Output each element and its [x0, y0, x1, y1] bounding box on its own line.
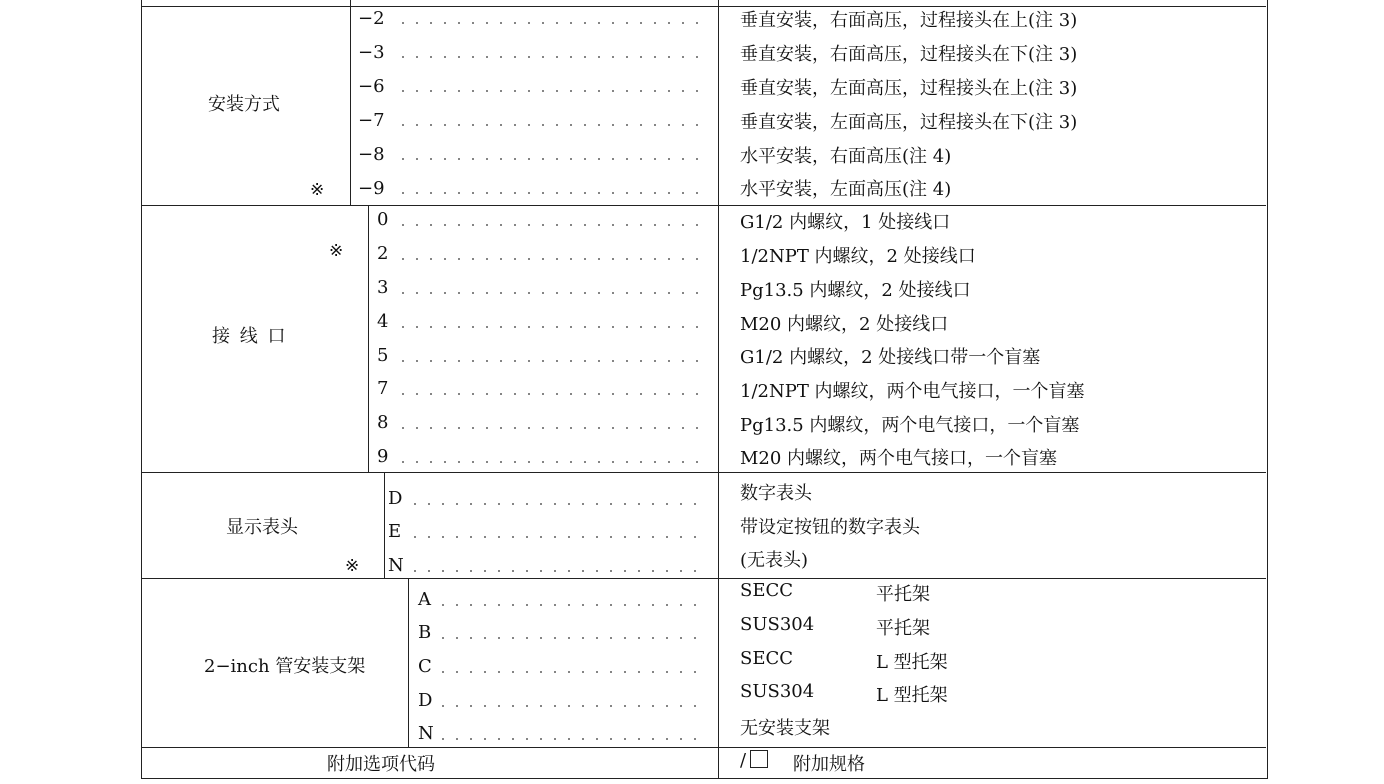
bracket-material: SECC — [740, 648, 794, 669]
bracket-material: SUS304 — [740, 614, 815, 635]
display-desc: (无表头) — [740, 550, 809, 571]
leader-dots — [436, 637, 702, 639]
mounting-code: −3 — [358, 42, 385, 63]
bracket-code: B — [418, 622, 432, 643]
display-default-mark: ※ — [345, 556, 360, 576]
mounting-desc: 垂直安装，右面高压，过程接头在上(注 3) — [740, 10, 1078, 31]
bracket-type: L 型托架 — [876, 652, 948, 673]
leader-dots — [396, 461, 702, 463]
display-code: N — [388, 555, 404, 576]
leader-dots — [396, 393, 702, 395]
bracket-material: 无安装支架 — [740, 718, 830, 739]
leader-dots — [436, 604, 702, 606]
bracket-code: N — [418, 723, 434, 744]
wiring-desc: Pg13.5 内螺纹，两个电气接口，一个盲塞 — [740, 415, 1080, 436]
mounting-desc: 水平安装，右面高压(注 4) — [740, 146, 952, 167]
leader-dots — [396, 326, 702, 328]
display-title: 显示表头 — [226, 517, 298, 538]
options-title: 附加选项代码 — [327, 754, 435, 775]
leader-dots — [436, 671, 702, 673]
mounting-desc: 垂直安装，右面高压，过程接头在下(注 3) — [740, 44, 1078, 65]
leader-dots — [396, 427, 702, 429]
options-code-field — [740, 750, 768, 771]
options-desc: 附加规格 — [793, 754, 865, 775]
wiring-title: 接 线 口 — [212, 326, 288, 347]
mounting-desc: 垂直安装，左面高压，过程接头在下(注 3) — [740, 112, 1078, 133]
wiring-code-line — [368, 205, 369, 472]
wiring-desc: G1/2 内螺纹，1 处接线口 — [740, 212, 951, 233]
wiring-desc: 1/2NPT 内螺纹，两个电气接口，一个盲塞 — [740, 381, 1085, 402]
wiring-code: 9 — [377, 446, 389, 467]
mounting-code: −2 — [358, 8, 385, 29]
leader-dots — [408, 536, 702, 538]
bracket-material: SECC — [740, 580, 794, 601]
wiring-code: 5 — [377, 345, 389, 366]
bracket-code: D — [418, 690, 433, 711]
wiring-code: 8 — [377, 412, 389, 433]
leader-dots — [408, 503, 702, 505]
divider-bracket — [141, 747, 1266, 748]
leader-dots — [396, 56, 702, 58]
leader-dots — [396, 192, 702, 194]
options-prefix: / — [740, 750, 747, 771]
display-desc: 数字表头 — [740, 483, 812, 504]
bracket-type: 平托架 — [876, 584, 930, 605]
wiring-code: 3 — [377, 277, 389, 298]
mounting-desc: 垂直安装，左面高压，过程接头在上(注 3) — [740, 78, 1078, 99]
mounting-desc: 水平安装，左面高压(注 4) — [740, 179, 952, 200]
divider-mounting — [141, 205, 1266, 206]
wiring-desc: M20 内螺纹，2 处接线口 — [740, 314, 949, 335]
leader-dots — [436, 705, 702, 707]
display-code: E — [388, 521, 402, 542]
wiring-code: 2 — [377, 243, 389, 264]
desc-column-line — [718, 0, 719, 778]
wiring-desc: G1/2 内螺纹，2 处接线口带一个盲塞 — [740, 347, 1041, 368]
wiring-desc: 1/2NPT 内螺纹，2 处接线口 — [740, 246, 976, 267]
display-code: D — [388, 488, 403, 509]
leader-dots — [396, 224, 702, 226]
wiring-code: 7 — [377, 378, 389, 399]
leader-dots — [396, 22, 702, 24]
leader-dots — [396, 292, 702, 294]
bracket-type: 平托架 — [876, 618, 930, 639]
bracket-code: A — [418, 589, 431, 610]
mounting-code: −6 — [358, 76, 385, 97]
mounting-default-mark: ※ — [310, 180, 325, 200]
leader-dots — [408, 570, 702, 572]
bracket-code-line — [408, 578, 409, 747]
option-code-box — [750, 750, 768, 768]
wiring-desc: Pg13.5 内螺纹，2 处接线口 — [740, 280, 971, 301]
leader-dots — [396, 124, 702, 126]
wiring-code: 0 — [377, 209, 389, 230]
wiring-desc: M20 内螺纹，两个电气接口，一个盲塞 — [740, 448, 1058, 469]
mounting-code-line — [350, 6, 351, 205]
mounting-title: 安装方式 — [208, 94, 280, 115]
bracket-material: SUS304 — [740, 681, 815, 702]
mounting-code: −7 — [358, 110, 385, 131]
display-code-line — [384, 472, 385, 578]
bracket-code: C — [418, 656, 432, 677]
leader-dots — [396, 90, 702, 92]
leader-dots — [396, 258, 702, 260]
wiring-default-mark: ※ — [329, 241, 344, 261]
leader-dots — [436, 738, 702, 740]
wiring-code: 4 — [377, 311, 389, 332]
divider-top — [141, 6, 1266, 7]
divider-wiring — [141, 472, 1266, 473]
mounting-code: −8 — [358, 144, 385, 165]
bracket-title: 2−inch 管安装支架 — [204, 656, 366, 677]
leader-dots — [396, 360, 702, 362]
divider-display — [141, 578, 1266, 579]
bracket-type: L 型托架 — [876, 685, 948, 706]
mounting-code: −9 — [358, 178, 385, 199]
display-desc: 带设定按钮的数字表头 — [740, 517, 920, 538]
leader-dots — [396, 158, 702, 160]
